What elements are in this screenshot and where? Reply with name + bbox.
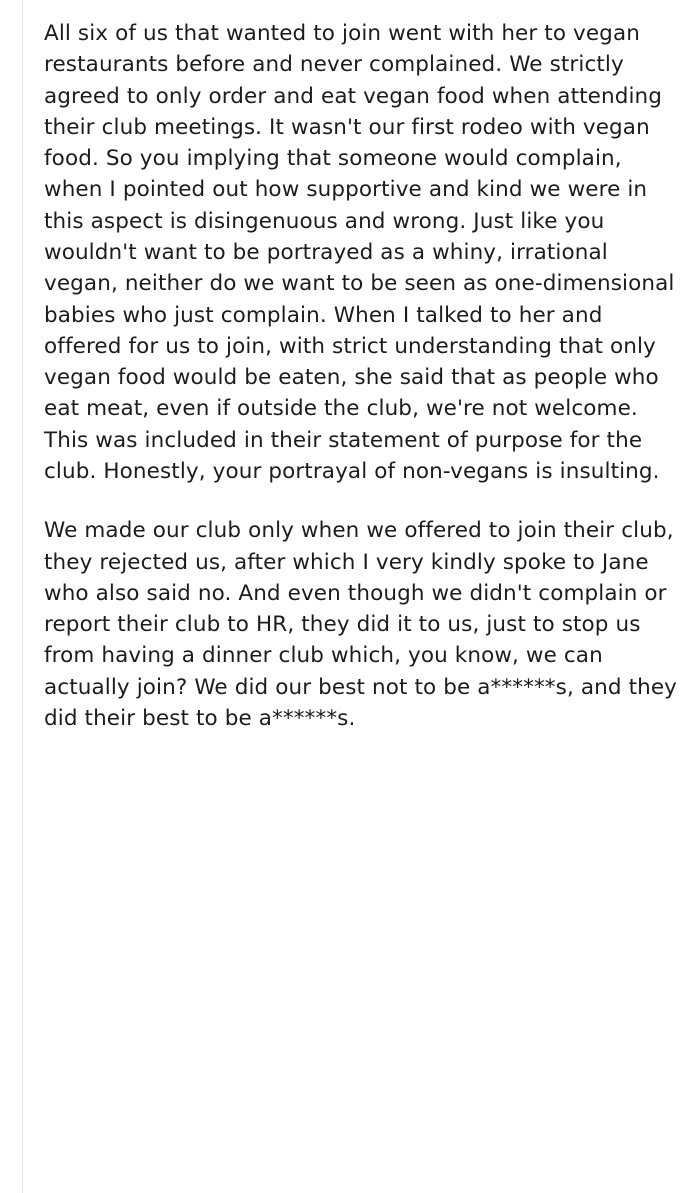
comment-paragraph: We made our club only when we offered to join their club, they rejected us, after which I very kindly spoke to Jane who also said no. And even though we didn't complain or report their club to HR, they did it to us, just to stop us from having a dinner club which, you know, we can actually join? We did our best not to be a******s, and they did their best to be a******s. [44,518,678,731]
comment-text [44,18,678,734]
thread-line [22,0,23,1193]
comment-paragraph: All six of us that wanted to join went with her to vegan restaurants before and never complained. We strictly agreed to only order and eat vegan food when attending their club meetings. It wasn't our first rodeo with vegan food. So you implying that someone would complain, when I pointed out how supportive and kind we were in this aspect is disingenuous and wrong. Just like you wouldn't want to be portrayed as a whiny, irrational vegan, neither do we want to be seen as one-dimensional babies who just complain. When I talked to her and offered for us to join, with strict understanding that only vegan food would be eaten, she said that as people who eat meat, even if outside the club, we're not welcome. This was included in their statement of purpose for the club. Honestly, your portrayal of non-vegans is insulting. [44,21,675,484]
